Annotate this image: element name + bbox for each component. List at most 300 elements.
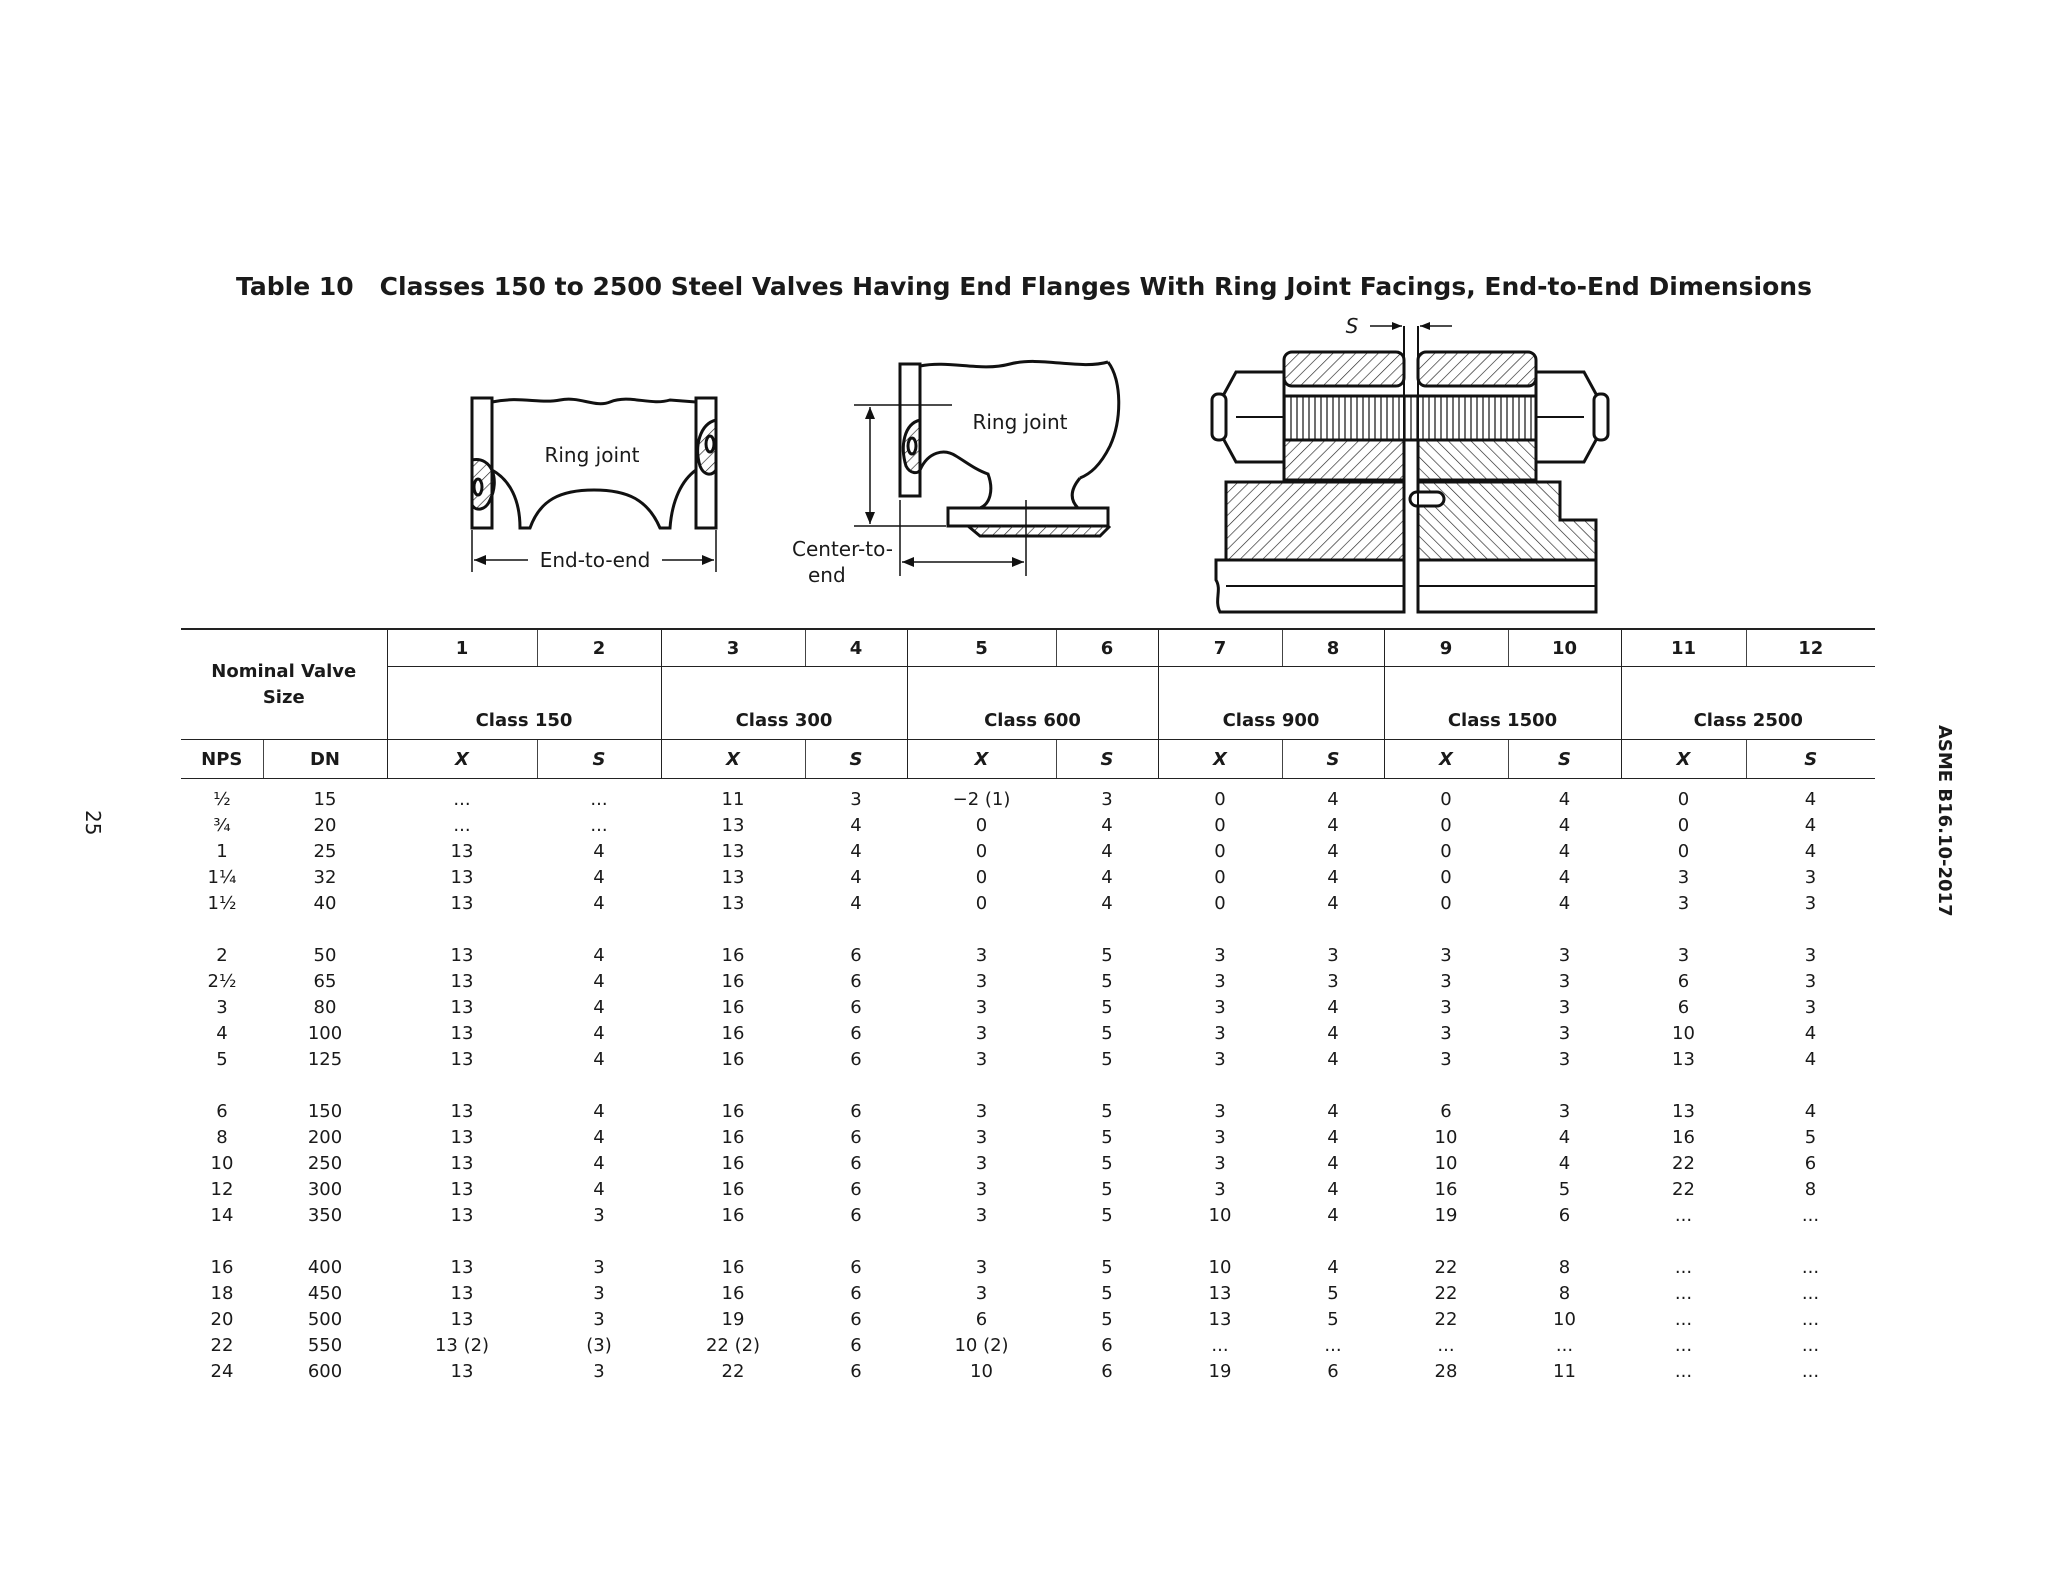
x-value-cell: 16 <box>721 945 745 966</box>
x-value-cell: 10 (2) <box>954 1335 1009 1356</box>
s-value-cell: 4 <box>1558 789 1571 810</box>
page-number: 25 <box>81 810 105 836</box>
s-value-cell: 3 <box>1804 997 1817 1018</box>
s-value-cell: 3 <box>1327 971 1339 992</box>
x-value-cell: 13 <box>450 841 474 862</box>
s-value-cell: 6 <box>850 1179 862 1200</box>
s-value-cell: 4 <box>1804 1023 1817 1044</box>
s-value-cell: 4 <box>850 893 862 914</box>
x-value-cell: ... <box>1674 1205 1693 1226</box>
s-value-cell: 6 <box>850 1153 862 1174</box>
nps-header: NPS <box>181 740 263 779</box>
s-value-cell: 4 <box>1804 789 1817 810</box>
x-value-cell: ... <box>1674 1361 1693 1382</box>
nps-cell: 6 <box>216 1101 228 1122</box>
table-row <box>181 1203 1875 1229</box>
s-value-cell: 5 <box>1101 1023 1113 1044</box>
center-to-end-label-line1: Center-to- <box>792 537 893 561</box>
s-value-cell: 3 <box>593 1309 605 1330</box>
x-value-cell: 3 <box>975 1153 988 1174</box>
s-value-cell: 4 <box>1327 841 1339 862</box>
column-number: 6 <box>1056 629 1158 667</box>
ring-joint-label-left: Ring joint <box>544 443 640 467</box>
x-value-cell: 10 <box>1434 1153 1458 1174</box>
table-row <box>181 1255 1875 1281</box>
s-value-cell: 4 <box>850 841 862 862</box>
column-number: 9 <box>1384 629 1508 667</box>
x-value-cell: 0 <box>1214 893 1226 914</box>
s-value-cell: 4 <box>1327 1153 1339 1174</box>
s-value-cell: 5 <box>1327 1309 1339 1330</box>
x-value-cell: 16 <box>1434 1179 1458 1200</box>
table-row <box>181 1281 1875 1307</box>
x-value-cell: 13 <box>450 1309 474 1330</box>
s-value-cell: 4 <box>593 971 605 992</box>
x-value-cell: 16 <box>721 1205 745 1226</box>
x-value-cell: 13 <box>450 971 474 992</box>
dn-cell: 100 <box>307 1023 343 1044</box>
table-row <box>181 943 1875 969</box>
spacer-cell <box>181 1229 1875 1255</box>
s-value-cell: 6 <box>850 1361 862 1382</box>
row-group-spacer <box>181 1073 1875 1099</box>
x-value-cell: 16 <box>721 1101 745 1122</box>
x-value-cell: 16 <box>721 1023 745 1044</box>
s-value-cell: 3 <box>1558 1049 1571 1070</box>
x-value-cell: 0 <box>1214 815 1226 836</box>
s-value-cell: 6 <box>1804 1153 1817 1174</box>
x-value-cell: 3 <box>1440 1023 1452 1044</box>
x-value-cell: 0 <box>1677 841 1690 862</box>
x-value-cell: 22 <box>1434 1257 1458 1278</box>
dimensions-table <box>181 628 1875 1385</box>
s-value-cell: 3 <box>1558 971 1571 992</box>
flange-cross-section-figure <box>1212 322 1608 612</box>
s-value-cell: ... <box>1801 1361 1820 1382</box>
x-header: X <box>1621 740 1746 779</box>
s-value-cell: 4 <box>593 1179 605 1200</box>
x-value-cell: 0 <box>1214 789 1226 810</box>
s-value-cell: 4 <box>1558 893 1571 914</box>
s-value-cell: 4 <box>1327 1049 1339 1070</box>
table-caption: Classes 150 to 2500 Steel Valves Having End Flanges With Ring Joint Facings, End-to-End Dimensions <box>379 272 1812 301</box>
dn-cell: 50 <box>313 945 337 966</box>
s-value-cell: 5 <box>1101 1127 1113 1148</box>
table-row <box>181 891 1875 917</box>
s-value-cell: 5 <box>1101 971 1113 992</box>
x-value-cell: 13 <box>450 1049 474 1070</box>
s-gap-label: S <box>1345 314 1359 338</box>
x-value-cell: 13 <box>721 893 745 914</box>
x-value-cell: 16 <box>721 971 745 992</box>
s-value-cell: 6 <box>850 1257 862 1278</box>
nominal-valve-size-header <box>181 629 387 740</box>
nps-cell: 8 <box>216 1127 228 1148</box>
class-header: Class 1500 <box>1384 667 1621 740</box>
class-header: Class 300 <box>661 667 907 740</box>
column-number: 10 <box>1508 629 1621 667</box>
table-row <box>181 1099 1875 1125</box>
s-value-cell: 6 <box>850 971 862 992</box>
s-value-cell: 8 <box>1558 1257 1571 1278</box>
x-value-cell: 3 <box>1214 1023 1226 1044</box>
x-header: X <box>1158 740 1282 779</box>
s-value-cell: 6 <box>850 1335 862 1356</box>
x-value-cell: 0 <box>1440 789 1452 810</box>
dn-cell: 300 <box>307 1179 343 1200</box>
center-to-end-label-line2: end <box>808 563 846 587</box>
table-row <box>181 1359 1875 1385</box>
column-number: 1 <box>387 629 537 667</box>
table-label: Table 10 <box>236 272 354 301</box>
x-value-cell: ... <box>1211 1335 1229 1356</box>
dn-cell: 32 <box>313 867 337 888</box>
x-value-cell: 3 <box>975 1049 988 1070</box>
x-value-cell: 10 <box>1434 1127 1458 1148</box>
s-value-cell: 6 <box>850 997 862 1018</box>
x-value-cell: 28 <box>1434 1361 1458 1382</box>
x-value-cell: 3 <box>1214 1153 1226 1174</box>
s-value-cell: 6 <box>850 1049 862 1070</box>
s-value-cell: 6 <box>850 1023 862 1044</box>
x-value-cell: 3 <box>975 1179 988 1200</box>
x-value-cell: 0 <box>1214 867 1226 888</box>
x-value-cell: 3 <box>1214 1101 1226 1122</box>
dn-cell: 550 <box>307 1335 343 1356</box>
nps-cell: 16 <box>210 1257 234 1278</box>
x-value-cell: ... <box>1437 1335 1455 1356</box>
x-value-cell: 3 <box>1214 1127 1226 1148</box>
s-value-cell: 3 <box>1804 867 1817 888</box>
nps-cell: 2 <box>216 945 228 966</box>
nps-cell: ¾ <box>213 815 231 836</box>
x-value-cell: 10 <box>970 1361 993 1382</box>
nps-cell: 14 <box>210 1205 234 1226</box>
table-row <box>181 995 1875 1021</box>
s-value-cell: 3 <box>593 1361 605 1382</box>
x-value-cell: 13 <box>450 1153 474 1174</box>
row-group-spacer <box>181 1229 1875 1255</box>
s-value-cell: 6 <box>1101 1361 1113 1382</box>
x-value-cell: 13 <box>450 1127 474 1148</box>
s-value-cell: 3 <box>1101 789 1113 810</box>
s-value-cell: 5 <box>1558 1179 1571 1200</box>
x-value-cell: 3 <box>975 1101 988 1122</box>
s-value-cell: 4 <box>593 1127 605 1148</box>
s-header: S <box>805 740 907 779</box>
column-number: 2 <box>537 629 661 667</box>
table-row <box>181 1125 1875 1151</box>
s-value-cell: 4 <box>850 867 862 888</box>
x-value-cell: 3 <box>1677 893 1690 914</box>
x-value-cell: 0 <box>1440 841 1452 862</box>
table-row <box>181 813 1875 839</box>
s-value-cell: 5 <box>1101 997 1113 1018</box>
s-value-cell: 10 <box>1553 1309 1576 1330</box>
row-group-spacer <box>181 917 1875 943</box>
s-value-cell: ... <box>1801 1309 1820 1330</box>
x-value-cell: 0 <box>975 893 988 914</box>
s-value-cell: 6 <box>850 1205 862 1226</box>
s-value-cell: 11 <box>1553 1361 1576 1382</box>
column-number: 7 <box>1158 629 1282 667</box>
s-value-cell: ... <box>1801 1257 1820 1278</box>
s-value-cell: 4 <box>1327 1101 1339 1122</box>
s-value-cell: 3 <box>850 789 862 810</box>
x-value-cell: ... <box>1674 1309 1693 1330</box>
dn-cell: 65 <box>313 971 337 992</box>
s-value-cell: 4 <box>1101 867 1113 888</box>
s-value-cell: 5 <box>1804 1127 1817 1148</box>
nps-cell: 20 <box>210 1309 234 1330</box>
x-value-cell: ... <box>1674 1283 1693 1304</box>
x-value-cell: 0 <box>1440 815 1452 836</box>
x-value-cell: 3 <box>975 1257 988 1278</box>
x-value-cell: 16 <box>721 1049 745 1070</box>
x-value-cell: 13 <box>450 1205 474 1226</box>
s-value-cell: 5 <box>1101 1179 1113 1200</box>
x-value-cell: 3 <box>975 1283 988 1304</box>
s-header: S <box>537 740 661 779</box>
x-value-cell: 19 <box>1208 1361 1232 1382</box>
dn-cell: 200 <box>307 1127 343 1148</box>
x-value-cell: ... <box>1674 1257 1693 1278</box>
x-header: X <box>661 740 805 779</box>
x-value-cell: 22 (2) <box>705 1335 761 1356</box>
x-value-cell: 0 <box>1677 789 1690 810</box>
s-value-cell: 3 <box>1804 971 1817 992</box>
s-value-cell: 4 <box>593 1049 605 1070</box>
x-value-cell: ... <box>453 815 471 836</box>
dn-cell: 125 <box>307 1049 343 1070</box>
dn-cell: 400 <box>307 1257 343 1278</box>
x-value-cell: 13 <box>450 1257 474 1278</box>
column-number: 12 <box>1746 629 1875 667</box>
s-value-cell: 4 <box>1327 893 1339 914</box>
center-to-end-figure <box>854 361 1119 576</box>
s-value-cell: 3 <box>593 1205 605 1226</box>
x-value-cell: 16 <box>1672 1127 1695 1148</box>
s-value-cell: 4 <box>593 1153 605 1174</box>
s-value-cell: 3 <box>1558 997 1571 1018</box>
x-value-cell: 13 <box>721 841 745 862</box>
x-value-cell: 16 <box>721 1257 745 1278</box>
x-value-cell: 13 <box>1208 1309 1232 1330</box>
dn-cell: 250 <box>307 1153 343 1174</box>
s-value-cell: 5 <box>1101 945 1113 966</box>
s-value-cell: 6 <box>1327 1361 1339 1382</box>
column-number: 5 <box>907 629 1056 667</box>
s-value-cell: 4 <box>593 1101 605 1122</box>
dn-cell: 20 <box>313 815 337 836</box>
s-value-cell: 6 <box>850 945 862 966</box>
s-value-cell: 6 <box>850 1283 862 1304</box>
s-value-cell: 8 <box>1804 1179 1817 1200</box>
x-value-cell: 13 <box>450 1023 474 1044</box>
column-number: 4 <box>805 629 907 667</box>
x-value-cell: 13 <box>450 1283 474 1304</box>
dn-cell: 450 <box>307 1283 343 1304</box>
s-value-cell: 4 <box>1804 841 1817 862</box>
s-value-cell: 3 <box>1327 945 1339 966</box>
table-row <box>181 1151 1875 1177</box>
table-row <box>181 839 1875 865</box>
x-value-cell: 16 <box>721 1153 745 1174</box>
dn-cell: 25 <box>313 841 337 862</box>
x-value-cell: 3 <box>1440 945 1452 966</box>
s-value-cell: 4 <box>1101 893 1113 914</box>
x-value-cell: 22 <box>1434 1283 1458 1304</box>
column-number: 3 <box>661 629 805 667</box>
nps-cell: 5 <box>216 1049 228 1070</box>
dn-cell: 150 <box>307 1101 343 1122</box>
table-row <box>181 1021 1875 1047</box>
x-value-cell: 16 <box>721 997 745 1018</box>
x-value-cell: 13 <box>1672 1101 1695 1122</box>
s-value-cell: 4 <box>593 945 605 966</box>
s-value-cell: 4 <box>850 815 862 836</box>
x-value-cell: 3 <box>1677 945 1690 966</box>
x-value-cell: 3 <box>1214 1179 1226 1200</box>
x-value-cell: 13 <box>1208 1283 1232 1304</box>
s-value-cell: 5 <box>1101 1205 1113 1226</box>
x-value-cell: 13 <box>721 867 745 888</box>
x-value-cell: 0 <box>1214 841 1226 862</box>
x-value-cell: 13 <box>450 893 474 914</box>
x-value-cell: 16 <box>721 1283 745 1304</box>
s-value-cell: 4 <box>593 867 605 888</box>
s-value-cell: 8 <box>1558 1283 1571 1304</box>
class-header: Class 150 <box>387 667 661 740</box>
s-value-cell: ... <box>1801 1283 1820 1304</box>
x-value-cell: 3 <box>975 945 988 966</box>
s-value-cell: 6 <box>1101 1335 1113 1356</box>
nps-cell: 1½ <box>207 893 237 914</box>
standard-designation: ASME B16.10-2017 <box>1934 725 1955 917</box>
table-row <box>181 1333 1875 1359</box>
x-value-cell: 3 <box>1214 997 1226 1018</box>
x-value-cell: 13 <box>721 815 745 836</box>
x-value-cell: 3 <box>975 971 988 992</box>
x-value-cell: 16 <box>721 1179 745 1200</box>
dn-header: DN <box>263 740 387 779</box>
end-to-end-figure <box>472 398 716 572</box>
s-value-cell: 4 <box>1327 1179 1339 1200</box>
x-value-cell: 0 <box>1677 815 1690 836</box>
x-value-cell: 22 <box>1672 1179 1695 1200</box>
x-header: X <box>387 740 537 779</box>
s-value-cell: 3 <box>1558 1101 1571 1122</box>
nominal-valve-size-line2: Size <box>262 686 305 708</box>
dn-cell: 80 <box>313 997 337 1018</box>
s-header: S <box>1282 740 1384 779</box>
s-value-cell: 4 <box>593 841 605 862</box>
s-value-cell: ... <box>590 815 608 836</box>
s-value-cell: 4 <box>1327 815 1339 836</box>
s-value-cell: ... <box>1801 1205 1820 1226</box>
s-value-cell: 3 <box>1558 1023 1571 1044</box>
x-value-cell: 13 <box>450 1361 474 1382</box>
table-row <box>181 1177 1875 1203</box>
s-value-cell: 4 <box>1327 1127 1339 1148</box>
table-body <box>181 779 1875 1386</box>
s-header: S <box>1056 740 1158 779</box>
xs-row <box>181 740 1875 779</box>
x-value-cell: 3 <box>975 1205 988 1226</box>
x-value-cell: ... <box>1674 1335 1693 1356</box>
s-value-cell: ... <box>1324 1335 1342 1356</box>
x-header: X <box>1384 740 1508 779</box>
nps-cell: 3 <box>216 997 228 1018</box>
s-value-cell: 4 <box>1558 1127 1571 1148</box>
s-value-cell: 6 <box>850 1127 862 1148</box>
s-value-cell: 3 <box>1804 945 1817 966</box>
x-value-cell: 0 <box>1440 893 1452 914</box>
s-value-cell: 4 <box>1327 997 1339 1018</box>
s-value-cell: 4 <box>1558 867 1571 888</box>
end-to-end-label: End-to-end <box>539 548 651 572</box>
x-value-cell: 3 <box>1440 997 1452 1018</box>
s-value-cell: 4 <box>1327 789 1339 810</box>
s-value-cell: 5 <box>1101 1309 1113 1330</box>
x-value-cell: 0 <box>975 815 988 836</box>
x-value-cell: 13 <box>1672 1049 1695 1070</box>
spacer-cell <box>181 1073 1875 1099</box>
s-value-cell: 6 <box>850 1101 862 1122</box>
s-value-cell: ... <box>1801 1335 1820 1356</box>
column-number-row <box>181 629 1875 667</box>
column-number: 11 <box>1621 629 1746 667</box>
x-value-cell: 11 <box>721 789 745 810</box>
x-value-cell: 13 <box>450 997 474 1018</box>
s-value-cell: 4 <box>1804 1101 1817 1122</box>
x-header: X <box>907 740 1056 779</box>
s-value-cell: 4 <box>593 997 605 1018</box>
s-value-cell: ... <box>590 789 608 810</box>
x-value-cell: 3 <box>975 1127 988 1148</box>
s-value-cell: 3 <box>593 1257 605 1278</box>
x-value-cell: 19 <box>721 1309 745 1330</box>
s-value-cell: 5 <box>1101 1101 1113 1122</box>
s-value-cell: 6 <box>850 1309 862 1330</box>
s-value-cell: ... <box>1555 1335 1574 1356</box>
x-value-cell: 10 <box>1208 1205 1232 1226</box>
nps-cell: 24 <box>210 1361 234 1382</box>
x-value-cell: 3 <box>1440 971 1452 992</box>
s-value-cell: 5 <box>1327 1283 1339 1304</box>
s-header: S <box>1508 740 1621 779</box>
s-value-cell: 4 <box>1101 841 1113 862</box>
column-number: 8 <box>1282 629 1384 667</box>
class-header: Class 900 <box>1158 667 1384 740</box>
x-value-cell: 3 <box>975 1023 988 1044</box>
x-value-cell: ... <box>453 789 471 810</box>
nps-cell: 18 <box>210 1283 234 1304</box>
x-value-cell: 3 <box>975 997 988 1018</box>
class-header: Class 600 <box>907 667 1158 740</box>
s-value-cell: 6 <box>1558 1205 1571 1226</box>
x-value-cell: 13 <box>450 945 474 966</box>
table-row <box>181 1047 1875 1073</box>
x-value-cell: 3 <box>1214 1049 1226 1070</box>
x-value-cell: 6 <box>1440 1101 1452 1122</box>
s-value-cell: 3 <box>593 1283 605 1304</box>
ring-joint-label-middle: Ring joint <box>972 410 1068 434</box>
x-value-cell: −2 (1) <box>952 789 1011 810</box>
s-value-cell: 3 <box>1804 893 1817 914</box>
s-value-cell: 4 <box>1327 867 1339 888</box>
nps-cell: ½ <box>213 789 231 810</box>
